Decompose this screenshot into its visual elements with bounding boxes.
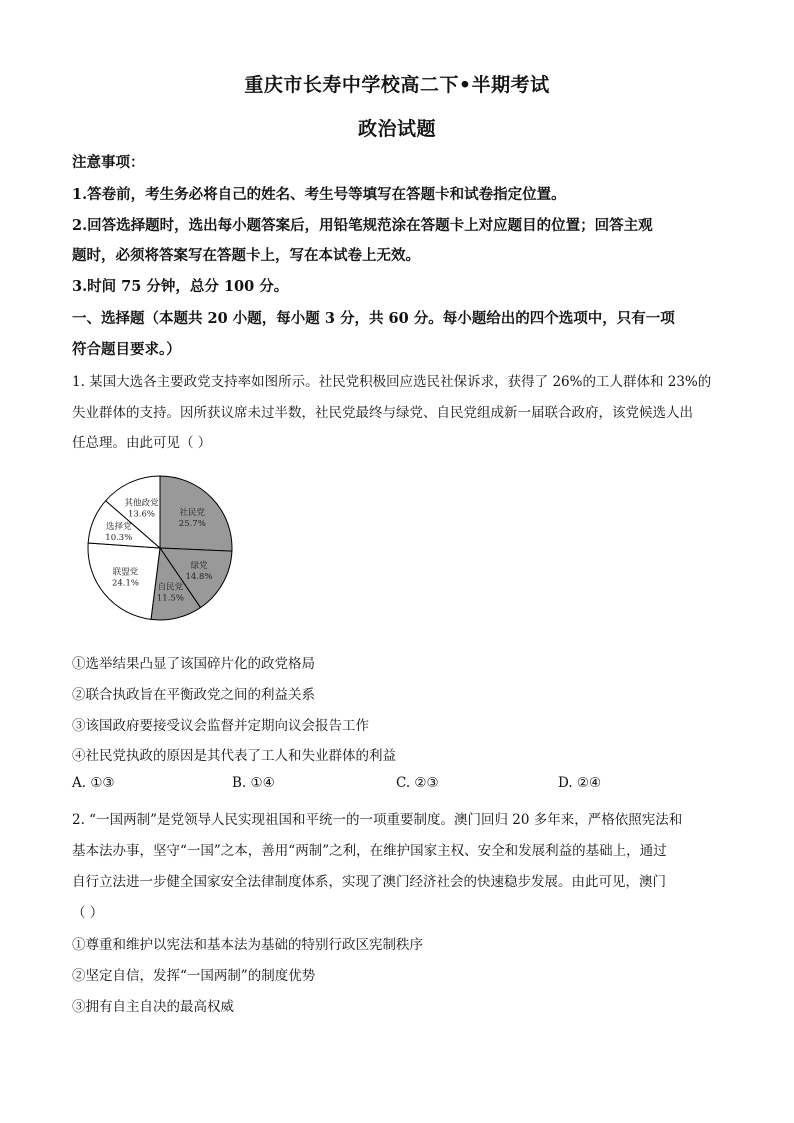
q2-stem-line-1: 2. “一国两制”是党领导人民实现祖国和平统一的一项重要制度。澳门回归 20 多年来，严格依照宪法和 bbox=[72, 812, 683, 828]
notice-item-2-cont: 题时，必须将答案写在答题卡上，写在本试卷上无效。 bbox=[72, 247, 420, 264]
q2-stem-line-2: 基本法办事，坚守“一国”之本，善用“两制”之利，在维护国家主权、安全和发展利益的基础上，通过 bbox=[72, 843, 667, 859]
pie-value-6: 13.6% bbox=[127, 509, 156, 520]
q2-statement-1: ①尊重和维护以宪法和基本法为基础的特别行政区宪制秩序 bbox=[72, 937, 423, 953]
pie-value-4: 24.1% bbox=[111, 578, 140, 589]
section-heading: 一、选择题（本题共 20 小题，每小题 3 分，共 60 分。每小题给出的四个选项中，只有一项 bbox=[72, 310, 675, 327]
notice-item-1: 1.答卷前，考生务必将自己的姓名、考生号等填写在答题卡和试卷指定位置。 bbox=[72, 186, 566, 203]
pie-label-2: 绿党 bbox=[190, 560, 208, 571]
pie-value-5: 10.3% bbox=[105, 532, 133, 543]
pie-value-1: 25.7% bbox=[178, 519, 206, 530]
q1-option-b: B. ①④ bbox=[232, 775, 275, 791]
pie-value-3: 11.5% bbox=[156, 593, 184, 604]
pie-label-6: 其他政党 bbox=[124, 498, 159, 509]
q1-stem-line-3: 任总理。由此可见（ ） bbox=[72, 435, 212, 451]
notice-item-2: 2.回答选择题时，选出每小题答案后，用铅笔规范涂在答题卡上对应题目的位置；回答主观 bbox=[72, 217, 653, 234]
q2-statement-2: ②坚定自信，发挥“一国两制”的制度优势 bbox=[72, 968, 316, 984]
q1-statement-3: ③该国政府要接受议会监督并定期向议会报告工作 bbox=[72, 718, 369, 734]
notice-item-3: 3.时间 75 分钟，总分 100 分。 bbox=[72, 278, 289, 295]
pie-label-4: 联盟党 bbox=[112, 567, 139, 578]
notice-heading: 注意事项： bbox=[72, 154, 145, 171]
q2-stem-line-4: （ ） bbox=[72, 905, 104, 921]
q1-statement-1: ①选举结果凸显了该国碎片化的政党格局 bbox=[72, 656, 315, 672]
q2-statement-3: ③拥有自主自决的最高权威 bbox=[72, 999, 234, 1015]
q1-stem-line-2: 失业群体的支持。因所获议席未过半数，社民党最终与绿党、自民党组成新一届联合政府，该党候选人出 bbox=[72, 405, 693, 421]
q1-statement-2: ②联合执政旨在平衡政党之间的利益关系 bbox=[72, 687, 315, 703]
q1-stem-line-1: 1. 某国大选各主要政党支持率如图所示。社民党积极回应选民社保诉求，获得了 26%的工人群体和 23%的 bbox=[72, 374, 712, 390]
q1-option-c: C. ②③ bbox=[396, 775, 439, 791]
q1-statement-4: ④社民党执政的原因是其代表了工人和失业群体的利益 bbox=[72, 748, 396, 764]
q1-option-d: D. ②④ bbox=[558, 775, 602, 791]
q1-option-a: A. ①③ bbox=[72, 775, 115, 791]
pie-value-2: 14.8% bbox=[185, 571, 213, 582]
pie-label-1: 社民党 bbox=[179, 508, 206, 519]
exam-subtitle: 政治试题 bbox=[357, 118, 436, 140]
pie-label-3: 自民党 bbox=[157, 582, 184, 593]
pie-label-5: 选择党 bbox=[106, 521, 132, 532]
exam-title: 重庆市长寿中学校高二下•半期考试 bbox=[244, 74, 550, 96]
pie-chart bbox=[70, 468, 260, 633]
section-heading-cont: 符合题目要求。） bbox=[72, 341, 181, 358]
q2-stem-line-3: 自行立法进一步健全国家安全法律制度体系，实现了澳门经济社会的快速稳步发展。由此可见，澳门 bbox=[72, 874, 666, 890]
